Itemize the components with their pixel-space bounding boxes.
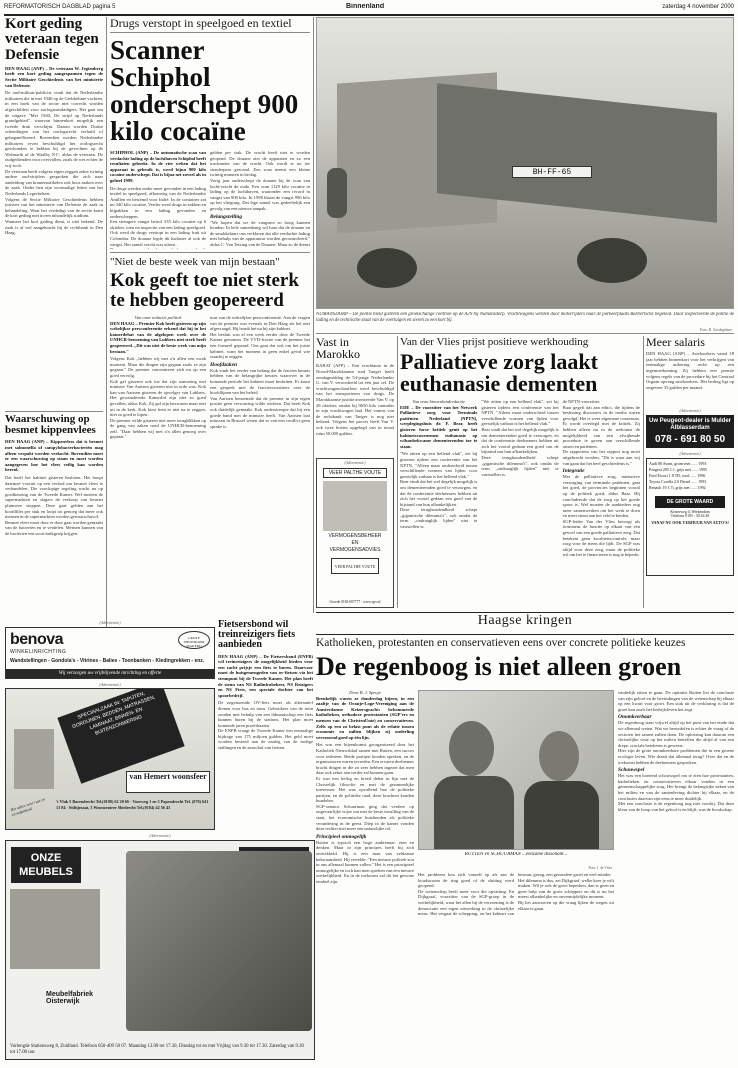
haagse-kringen-logo — [450, 613, 600, 633]
column-rule — [313, 17, 314, 613]
column-rule — [106, 17, 107, 627]
ad-headline: Uw Peugeot-dealer is Mulder Alblasserdam — [648, 418, 732, 431]
license-plate: BH-FF-65 — [512, 166, 592, 178]
ad-car-list — [649, 461, 731, 491]
article-title: Vast in Marokko — [316, 336, 360, 362]
article-body: Volgens Kok „hebben wij met z'n allen een zwak moment. Maar die dingen zijn gegaan zoals ze zijn gegaan." De premier concentreert zich nu op een goed vervolg. Kok gaf gisteren ook toe dat zijn aanvaring met minister Van Aartsen gisteren niet in orde was. Kok kan van Aartsen gisteren de opvolger van Lubbers. Het gewaardeerde Kamerlid zijn niet zo goed gevallen, aldus Kok. Zij gaf zijn bezwaren maar niet uit in de kerk. Kok kiest hem er niet na te zeggen, niet zo goed te lopen. De premier wilde gisteren niet meer terugblikken op de gang van zaken rond de UNHCR-benoeming zelf. "Daar hebben wij met z'n allen genoeg over gepraat." — [110, 356, 206, 440]
article-body: Kok vindt het verder van belang dat de fracties kennis hebben van de belangrijke keuzes waarover in de komende periode het kabinet moet besluiten. Er komt een gesprek met de fractievoorzitters over de hoofdlijnen van het beleid. Van Aartsen benoemde dat de premier in zijn eigen positie geen verwarring wilde stichten. Dat heeft Kok ook duidelijk gemaakt. Kok onderstreepte dat hij een goede band met de minister heeft. Van Aartsen laat intussen in Brussel weten dat er van een conflict geen sprake is. — [210, 367, 310, 429]
article-kok — [110, 256, 310, 608]
article-lead: Breukelijk waren ze donderdag bijeen, in een zaaltje van de Oranje-Loge-Vereniging aan de Amsterdamse Keizersgracht: bekommerde katholieken, orthodoxe protestanten (SGP'ers en mensen van de ChristenUnie) en conservatieven. Zelfs op een zo belast punt als de relatie tussen economie en milieu blijken zij onderling verrassend goed op één lijn. — [316, 695, 414, 740]
article-body: tuur van de wekelijkse persconferentie. Aan de vragen van de premier was evenals in Den Haag als het niet afgevraagd. Hij houdt het nu bij zijn kabinet. Het besluit was al een week eerder door de Tweede Kamer genomen. De VVD-fractie van de premier het een formeel gepaard. Ons gaat dat ook om het juiste kabinet, want het moment in geen enkel geval wie waarbij te zeggen. — [210, 315, 310, 360]
person-body — [434, 776, 514, 850]
article-title: Waarschuwing op besmet kippenvlees — [5, 414, 96, 437]
header-paper: REFORMATORISCH DAGBLAD pagina 5 — [4, 4, 116, 10]
divider — [110, 252, 310, 253]
ad-label: (Advertentie) — [99, 682, 121, 687]
rutten-schuurman-photo — [418, 690, 614, 850]
divider — [5, 411, 103, 412]
ad-logo: VEER PALTHE VOUTE — [323, 468, 387, 478]
article-body: DEN HAAG (ANP) – Asielzoekers vanaf 18 jaar hebben binnenkort voor het verkrijgen van eenmalige uitkering recht op een tegemoetkoming. Zij hebben een premie volgens regels van de procedure bij het Centraal Orgaan opvang asielzoekers. Het bedrag ligt op ongeveer 35 gulden per maand. — [646, 351, 734, 390]
benova-line: Wandstellingen - Gondola's - Vitrines - Balies - Toonbanken - Kledingrekken - enz. — [10, 658, 205, 664]
header-rule — [4, 14, 734, 16]
article-body: De zogenoemde OV-fiets moet als alternatief dienen voor bus en tram. Gebruikers van de trein zouden met behulp van een lidmaatschap een fiets kunnen huren bij de stations. Het plan moet komende jaren proefdraaien. De ENFB vraagt de Tweede Kamer een eenmalige bijdrage van 175 miljoen gulden. Het geld moet worden besteed aan de aanleg van de nodige stallingen en de aanschaf van fietsen. — [218, 700, 313, 751]
article-body: Het was een boeiend schouwspel om te zien hoe protestanten, katholieken en conservatieven elkaar vonden in een gemeenschappelijke zorg. Het brengt de belangrijke zaken van het milieu en van de samenleving dichter bij elkaar, en de conclusies daarvan zijn eens te meer duidelijk. Met een conclusie is de regenboog nog niet voorbij. Dat deze kleur van de hoop van het geloof is en blijft, was de boodschap. — [618, 773, 734, 812]
article-body: Rutten is typisch een hoge ambtenaar: zien en denken. Maar in zijn principes heeft hij zich ontwikkeld. Hij is een man van zeldzame bekwaamheid. Hij vertelde: "Een nieuwe politiek zou in ons allemaal kunnen vallen." Het is een principieel onmogelijke en toch kan men spreken van een nieuwe werkelijkheid. En in de toekomst zal dit het gewone eindoel zijn. — [316, 839, 414, 884]
ad-label: (Advertentie) — [344, 460, 366, 465]
article-title: Scanner Schiphol onderschept 900 kilo cocaïne — [110, 35, 299, 146]
ad-car-item: Ford Escort 1.8 TD, rood ...... 1996 — [649, 473, 706, 478]
article-body: RABAT (AFP) – Een vrachtauto in de Noord-Marokkaanse stad Tanger heeft zondagmiddag de 54-jarige Nederlander G. van V. veroordeeld tot één jaar cel. De vrachtwagenchauffeur werd beschuldigd van het transporteren van drugs. De Marokkaanse justitie arresteerde Van V. op 28 oktober, omdat hij 9650 kilo cannabis in zijn vrachtwagen had. Het vonnis van de rechtbank van Tanger is nog niet bekend. Volgens het proces heeft Van V. ook twee boetes opgelegd van in totaal ruim 50.000 gulden. — [316, 363, 394, 436]
divider — [316, 634, 734, 635]
oisterwijk-brand: Meubelfabriek Oisterwijk — [46, 991, 94, 1005]
ad-label: (Advertentie) — [679, 408, 701, 413]
article-title: Kort geding veteraan tegen Defensie — [5, 17, 99, 63]
article-body: de NPTN-voorzitter. Baar gegeft dat aan ethici, die tijdens de beslissing discussies in de media waren gevolgd. Het is weer algemene consensus. Er wordt overlegd met de kritiek. Zij hebben alleen nu in de toekomst de mogelijkheid van een afwijkende procedure te geven aan verschillende artsen en patiënten. De rapporteur van het rapport nog moet uitgebracht worden. "Dit is waar aan wij van gaan dat het heel geschiedenis is." — [562, 399, 640, 466]
oisterwijk-chair-image — [10, 889, 100, 969]
column-rule — [643, 336, 644, 608]
article-kicker: Katholieken, protestanten en conservatieven eens over concrete politieke keuzes — [316, 637, 686, 649]
article-fietsersbond — [218, 620, 313, 830]
header-section: Binnenland — [346, 3, 385, 10]
wheel — [357, 248, 417, 288]
article-marokko — [316, 336, 394, 456]
hemert-address: 't Vlak 5 Barendrecht Tel.(0180) 62 20 66 · Voorweg 1 en 3 Papendrecht Tel. (078) 641 13 84 · Stiltijezaat, 3 Woonzentrer Sliedrecht Tel.(0184) 42 56 43 — [56, 799, 209, 810]
article-body: Het was een bijeenkomst georganiseerd door het Katholiek Nieuwsblad samen met Rutten, een succes voor iedereen. Beide partijen konden spreken, en de organisatoren waren tevreden. Een ervaren deelnemer bracht dingen in die zo zeer hebben ingezet dat men daar ook zeker aan verder zal kunnen gaan. Er was een heftig en breed debat in lijn met de Christelijk filosofie en met de gezamenlijke interessen. Het was opvallend hoe de politieke partijen, en de politieke raad, deze krachten konden bundelen. SGP-senator Schuurman ging dat verdere op ongevaarlijke wijze om met de beste invulling van de staat, het economische huishouden als politieke verandering in de geest. Diep in de kamer vonden deze rechter niet meer een natuurlijke rol. — [316, 742, 414, 832]
ad-benova — [5, 627, 215, 679]
police-officer — [327, 168, 347, 218]
article-byline: Van onze redactie politiek — [134, 315, 182, 320]
oisterwijk-address: Vorlengde Stationsweg 8, Zuidland. Telefoon 050-409 50 07. Maandag 13.00 tot 17.30, Dinsdag tot en met Vrijdag van 9.30 tot 17.30. Zaterdag van 9.30 tot 17.00 uur. — [10, 1044, 304, 1055]
caption-text: RUTTEN en SCHUURMAN ...eenzame dissonant... — [464, 852, 568, 857]
ad-label: (Advertentie) — [99, 620, 121, 625]
ad-veer-palthe — [316, 458, 394, 608]
article-body: "We hopen dat we de vangsten zo hoog kunnen houden. In hele samenhang wil haar dat de douane en de smokkelaars ons verklaren dat alle verdachte lading met behulp van de apparatuur worden gecontroleerd," aldus C. Van Tetsing van de Douane. Maar zo de dienst — [210, 219, 310, 247]
article-lead: EDE – De voorzitter van het Netwerk Palliatieve zorg voor Terminale patiënten Nederland (NPTN), werplegingshuis dr. F. Bear, heeft gisteren forse kritiek geuit op het kabinetsvoornemen euthanasie op wilsonbekwame dementerenden toe te staan. — [400, 404, 479, 449]
article-subhead: Onomkeerbaar — [618, 714, 652, 721]
article-lead: DEN HAAG (ANP) – De Fietsersbond (ENFB) wil treinreizigers de mogelijkheid bieden voor een zacht prijsje een fiets te huren. Daarvoor moet de huisgemengeden van ov-fietsen via het steunpunt bij de Tweede Kamer. Het plan heeft de steun van NS Railinfrabeheer, NS Reizigers en NS Fiets, een speciale dochter van het spoorbedrijf. — [218, 653, 313, 698]
ad-logo-small: VEER PALTHE VOUTE — [331, 558, 379, 574]
hemert-badge: Het adres voor rust en tevredenheid — [9, 796, 46, 818]
ad-phone: 078 - 691 80 50 — [654, 434, 726, 445]
oisterwijk-couple-image — [126, 851, 312, 1031]
hemert-banner: SPECIAALZAAK IN: TAPIJTEN, GORDIJNEN, BEDDEN, MATRASSEN, LAMINAAT, BINNEN- EN BUITENZONWERING — [57, 688, 184, 784]
article-title: Palliatieve zorg laakt euthanasie dementen — [400, 349, 598, 396]
header-date: zaterdag 4 november 2000 — [662, 4, 734, 10]
ad-peugeot-box — [646, 415, 734, 448]
article-body: "We zitten op een hellend vlak", zei hij gisteren tijdens een conferentie van het NPTN. "Alleen maar onderscheid tussen verschillende vormen van lijden voor geestelijk vatbaar is het hellend vlak." Bear vindt dat het wel degelijk mogelijk is om dementerenden goed te verzorgen, en dat de conferentie deelnemers hebben uit zich het vooral gedaan een goed van de bijstand van hun afhankelijken. Deze terughoudendheid schept „gigantische dilemma's", ook omdat de term „ondraaglijk lijden" niet te vaststellen is. — [481, 399, 559, 477]
article-body: vanhelijk zitten te gaan. De optimist Rutten liet de conclusie van zijn geloof en de bevindingen van de wetenschap bij elkaar op een kwart voor groei. Een stuk uit de verklaring is dat de groei kan zoals het bedrijfsleven het zegt. — [618, 690, 734, 712]
article-body: gelden per stuk. De vracht heeft niet te worden geopend. De douane ziet de apparaten en zo een truckmeter van de vracht. Ook wordt er nu tee sienderpaar gescand. Een scan neemt een kleine twintig minuten in beslag. Vorig jaar onderschept de douane bij de scan van lucht-vracht de oude. Een scan 1129 kilo cocaïne in lading op de luchthaven, waaronder een record in vangst van 900 kilo. In 1998 blaast de vangst 996 kilo op het vliegtuig. Dat lage aantal was gedeeltelijk een gevolg van een nieuwe aanpak. — [210, 150, 310, 211]
ad-car-item: Renault 19 1.7i, grijs met ...... 1992 — [649, 485, 706, 490]
article-kort-geding — [5, 17, 103, 410]
logo-text: Haagse kringen — [477, 613, 573, 628]
wheel — [577, 238, 647, 283]
article-subhead: Integratie — [562, 468, 585, 475]
regenboog-col-1 — [316, 690, 414, 1060]
ad-text: VERMOGENSBEHEER EN VERMOGENSADVIES — [328, 533, 382, 553]
article-subhead: Belangstelling — [210, 213, 243, 220]
article-lead: DEN HAAG – Premier Kok heeft gisteren op zijn wekelijkse persconferentie erkend dat hij in het kamerdebat van de afgelopen week over de UNHCR-benoeming van Lubbers niet sterk heeft geopereerd. „Dit was niet de beste week van mijn bestaan." — [110, 320, 207, 354]
ad-grote-waard — [646, 458, 734, 576]
ad-image — [323, 481, 387, 531]
benova-tagline: Wij verzorgen uw vrijblijvende inrichting en offerte — [6, 669, 214, 678]
truck-photo — [316, 17, 734, 309]
ad-car-item: Toyota Corolla 2.0 Diesel ...... 1993 — [649, 479, 707, 484]
article-body: Dat heeft het kabinet gisteren besloten. Het hoopt daarmee vooruit op een verbod om besmet vlees te verhandelen. Die voorlopige regeling wacht nu op goedkeuring van de Tweede Kamer. Wel moeten de supermarkten en slagers de verkoop van besmet pluimvee stoppen. Deze gaat gelden aan het hoofdfilet per stuk en loopt tot genoeg dat meer ook mensen in de supermarkten worden gewaarschuwd. Besmet vlees moet door er door gaat worden gemaakt van de bacteriën en te verdelen. Mensen kunnen van de bacterien een soort buikgriep krijgen. — [5, 475, 103, 536]
benova-logo: benova — [10, 631, 64, 648]
divider — [316, 333, 734, 334]
article-subhead: Hoofdzaken — [210, 361, 237, 368]
regenboog-col-4 — [618, 690, 734, 1060]
article-lead: DEN HAAG (ANP) – De veteraan W. Jegtenberg heeft een kort geding aangespannen tegen de Sectie Militaire Geschiedenis van het ministerie van Defensie. — [5, 65, 103, 88]
ad-peugeot — [646, 408, 734, 608]
regenboog-photo-caption — [418, 852, 614, 870]
hemert-logo: van Hemert woonsfeer — [126, 771, 210, 793]
person-head — [449, 721, 494, 776]
article-title: Fietsersbond wil treinreizigers fiets aanbieden — [218, 620, 296, 651]
ad-label: (Advertentie) — [149, 833, 171, 838]
caption-text: NUMANSDORP – De politie hield gisteren een grootschalige controle op de A29 bij Numansdorp. Vrachtwagens werden door motorrijders naar de parkeerplaats Barbertsche begeleid. Daar inspecteerde de politie de lading en de technische staat van de voertuigen en sieren zo een kort bij. — [316, 312, 734, 323]
article-kicker: Van der Vlies prijst positieve werkhouding — [400, 336, 589, 348]
caption-credit: Foto: J. de Vries — [588, 866, 612, 870]
caption-credit: Foto: R. Goedegebure — [700, 328, 732, 332]
benova-sub: WINKELINRICHTING — [10, 649, 67, 655]
article-title: Meer salaris — [646, 336, 705, 349]
article-lead: SCHIPHOL (ANP) – De automatische scan van verdachte lading op de luchthaven Schiphol heeft resultaten geboekt. In de vier weken dat het apparaat in gebruik is, werd bijna 900 kilo cocaïne onderschept. Dat is bijna net zoveel als in geheel 1999. — [110, 150, 207, 183]
article-kicker: "Niet de beste week van mijn bestaan" — [110, 256, 280, 268]
ad-dealer: DE GROTE WAARD — [655, 496, 725, 508]
article-body: De drugs werden onder meer gevonden in een lading textiel in speelgoed, afkomstig van de Nederlandse Antillen en bestemd voor Italië. In de container zat nu 340 kilo cocaïne. Verder werd drugs in zakken en bijpakken in een lading gevonden en onderscheppen. Een strengere vangst betrof 335 kilo cocaïne op 6 oktober, toen na inspectie van een lading speelgoed. Ook werd de drugs verstopt in een lading fruit uit Colombia. De douane legde dit kadaster al ook de vangst. Het aantal vracht was uiterst. — [110, 185, 206, 247]
article-lead: DEN HAAG (ANP) – Kippenvlees dat is besmet met salmonella of campylobacterbacteriën mag alleen verpakt worden verkocht. Bovendien moet er een waarschuwing op staan en moet worden aangegeven hoe het vlees veilig kan worden bereid. — [5, 439, 103, 473]
column-rule — [397, 336, 398, 608]
regenboog-col-3 — [418, 872, 614, 1060]
ad-slogan: VANAF NU OOK VERHUUR VAN AUTO'S! — [651, 520, 729, 525]
article-palliatieve-zorg — [400, 336, 640, 608]
ad-van-hemert — [5, 688, 215, 830]
ad-contact: Groede 0182-697777 · www.vpv.nl — [329, 600, 381, 604]
article-body: Met de palliatieve zorg, intensieve verzorging van terminale patiënten, gaat het goed, de provincies beginnen vooral op de politiek goed, aldus Baar. Hij concludeerde dat de zorg op het goede spoor is. Wel moeten de aanbieders nog meer samenwerken om het werk te doen en meer steun aan het veld te bieden. SGP-leider Van der Vlies betoogt als formateur de functie op elkaar van een gevoel van een goede palliatieve zorg. Dat betekent geen kwaliteitscontrole, maar zorg voor de mens die lijdt. De SGP was altijd voor deze zorg, maar de politieke wil om het te financieren is nog te beperkt. — [562, 474, 640, 558]
ad-tel: Telefoon 0183 - 30 44 48 — [670, 514, 710, 518]
photo-caption — [316, 312, 734, 332]
benova-stamp: GROTE SHOWROOM MAKERIJ — [178, 631, 210, 649]
article-byline: Door B. J. Spruyt — [349, 690, 381, 695]
article-body: "We zitten op een hellend vlak", zei hij gisteren tijdens een conferentie van het NPTN. "Alleen maar onderscheid tussen verschillende vormen van lijden voor geestelijk vatbaar is het hellend vlak." Bear vindt dat het wel degelijk mogelijk is om dementerenden goed te verzorgen, en dat de conferentie deelnemers hebben uit zich het vooral gedaan een goed van de bijstand van hun afhankelijken. Deze terughoudendheid schept „gigantische dilemma's", ook omdat de term „ondraaglijk lijden" niet te vaststellen is. — [400, 451, 478, 530]
article-title: De regenboog is niet alleen groen — [316, 652, 682, 681]
article-kicker: Drugs verstopt in speelgoed en textiel — [110, 17, 310, 33]
ad-oisterwijk — [5, 840, 315, 1060]
person-body — [524, 781, 599, 850]
ad-label: (Advertentie) — [679, 451, 701, 456]
article-body: Het probleem kon zich vanzelf op als aan de koudstroom de ring goed of de sluiting werd geopend. De wetenschap heeft meer voor die opvatting. En Dijkgraaf, voorzitter van de SGP-groep in de werkelijkheid, waar het allen bij de verzoening is de democratie een eigen uitwerking in de christelijke mens. Het vergaat de schepping, en het kabinet van bestuur, gezag, een gezondere groei en veel minder. Het dilemma is dus, zei Dijkgraaf, welke koer je wilt maken. Wil je ook de groei beperken, dan is geen en geen hulp van de grote scheppers en dit is nu het meest afhankelijke en onvermijdelijke moment. Bij het aanvoeren op die vraag lijken de wegen uit elkaar te gaan. — [418, 872, 614, 917]
ad-car-item: Audi 80 Avant, groen met ...... 1993 — [649, 461, 707, 466]
person-head — [539, 731, 579, 781]
oisterwijk-left: ONZE MEUBELS — [11, 847, 81, 883]
article-byline: Van onze binnenlandredactie — [412, 399, 466, 404]
article-body: De regenboog staat vrijwel altijd op het punt van het einde dat we allemaal weten. Wat we beoordelen is echter de vraag of de sectoren het samen zullen doen. De oplossing kan daarom een christelijke visie op het milieu betreffen die altijd al van een diepe, cruciale betekenis is geweest. Hier zijn de grote onomkeerbare problemen die in een groene ecologie leven. Wie draait dat allemaal terug? Over dat en de toekomst hebben de deelnemers gesproken. — [618, 720, 734, 765]
article-kippenvlees — [5, 414, 103, 629]
article-scanner-schiphol — [110, 17, 310, 249]
ad-car-item: Peugeot 205 1.1, grijs met ...... 1995 — [649, 467, 707, 472]
article-title: Kok geeft toe niet sterk te hebben geopereerd — [110, 270, 299, 311]
hemert-image — [14, 729, 54, 789]
article-subhead: Schouwspel — [618, 767, 645, 774]
article-body: De oud-militair/publicist vindt dat de Nederlandse militairen die in mei 1940 op de Grebbelinie vochten, in een boek van de sectie niet correcht worden afgeschildert voor oorlogsmisdadigers. Het gaat om de uitgave "Mei 1940, De strijd op Nederlands grondgebied", waarvan binnenkort mogelijk een tweede druk verschijnt. Daarin worden Duitse schendingen van het oorlogsrecht verhuld of gebagatelliseerd. Bovendien worden Nederlandse militairen erven beschuldigd het oorlogsrecht geschonden te hebben bij de gevechten op de Wolmarik of de Waalby N1°, aldus de veteraan. De oudgedienden voor overvallen, zoals de wet echter de vrij-toch. De veteraan heeft volgens eigen zeggen zeker twintig andere oud-strijders gesproken die zich naar aanleiding van krantenartikelen ook hoos maken over de zaak. Onder hen zijn voormalige leden van het Nederlands Legerbeheer. Volgens de Sectie Militaire Geschiedenis hebben juristen van het ministerie van Defensie de zaak in behandeling. Waar het verdedigt van de sectie komt de kort geding niet in een inhoudelijk stadium. Wanneer het kort geding dient, is niet bekend. De zaak is al wel aangebracht bij de rechtbank in Den Haag. — [5, 90, 103, 236]
article-subhead: Principieel onmogelijk — [316, 833, 367, 840]
article-meer-salaris — [646, 336, 734, 406]
ad-address: Keizerweg 4, Werkendam — [670, 510, 710, 514]
